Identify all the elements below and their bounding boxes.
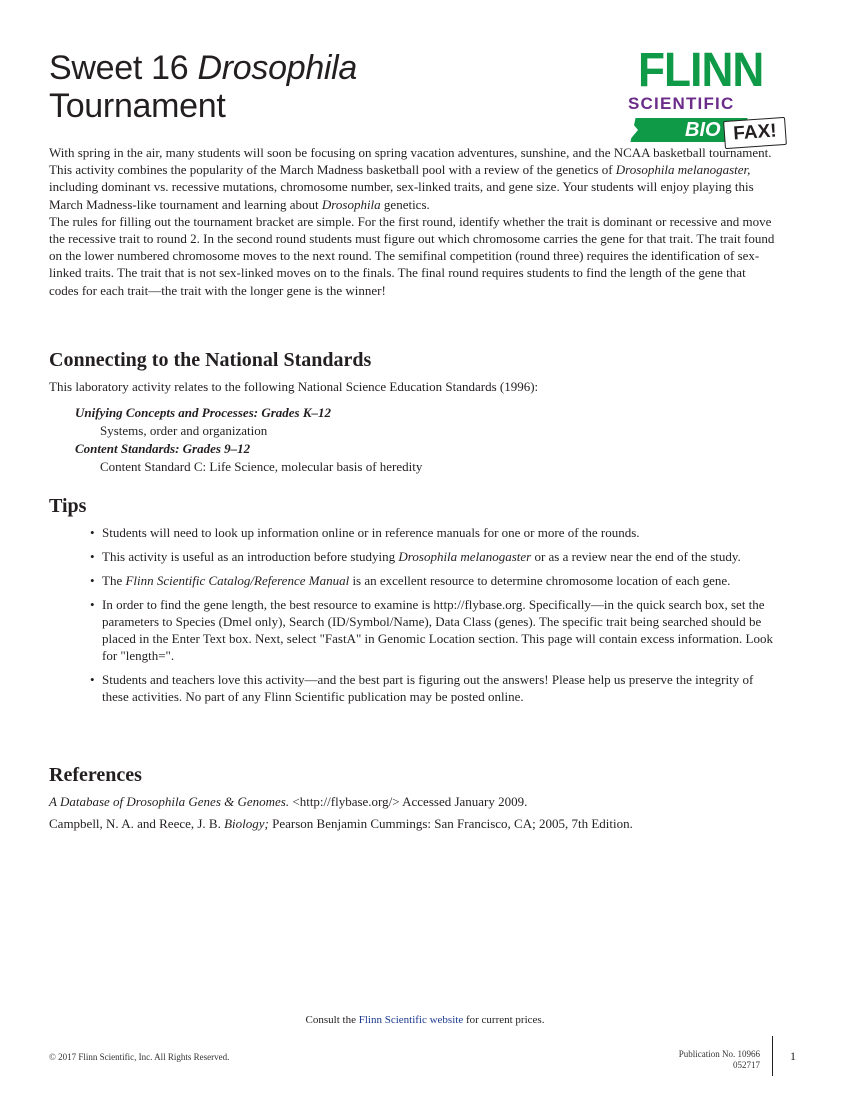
tip-text: The — [102, 573, 126, 588]
tip-text: is an excellent resource to determine chromosome location of each gene. — [349, 573, 731, 588]
references-heading: References — [49, 764, 142, 786]
logo-flinn-text: FLINN — [638, 44, 764, 97]
intro-p1-text-c: genetics. — [380, 196, 430, 212]
tip-italic: Flinn Scientific Catalog/Reference Manual — [125, 573, 350, 588]
logo-bio-text: BIO — [685, 119, 721, 141]
logo-ribbon-notch — [628, 118, 638, 142]
reference-italic: Biology; — [224, 816, 269, 831]
flinn-website-link[interactable]: Flinn Scientific website — [358, 1014, 464, 1026]
title-italic: Drosophila — [197, 49, 358, 87]
intro-paragraph-2: The rules for filling out the tournament bracket are simple. For the first round, identify whether the trait is dominant or recessive and move the recessive trait to round 2. In the second round students must figure out which chromosome carries the gene for that trait. The trait found on the lower numbered chromosome moves to the next round. The semifinal competition (round three) requires the identification of sex-linked traits. The trait that is not sex-linked moves on to the finals. The final round requires students to find the length of the gene that codes for each trait—the trait with the longer gene is the winner! — [49, 213, 775, 298]
logo-fax-badge: FAX! — [723, 117, 787, 149]
footer-divider — [772, 1036, 773, 1076]
standards-heading: Connecting to the National Standards — [49, 349, 372, 371]
page-title — [49, 49, 357, 125]
standard-value: Content Standard C: Life Science, molecular basis of heredity — [100, 459, 423, 474]
standard-label: Unifying Concepts and Processes: Grades K–12 — [75, 405, 332, 420]
intro-paragraph-1 — [49, 144, 777, 213]
standard-value: Systems, order and organization — [100, 423, 268, 438]
intro-p1-italic-2: Drosophila — [321, 196, 381, 212]
page-number: 1 — [790, 1049, 796, 1063]
tip-item — [90, 596, 774, 664]
title-line2: Tournament — [49, 87, 226, 125]
standard-label: Content Standards: Grades 9–12 — [75, 441, 251, 456]
logo-scientific-text: SCIENTIFIC — [628, 94, 735, 113]
tip-text: This activity is useful as an introduction before studying — [102, 549, 399, 564]
pricing-note — [0, 1013, 850, 1027]
reference-item — [49, 793, 527, 811]
tip-text: In order to find the gene length, the best resource to examine is http://flybase.org. Specifically—in the quick search box, set the parameters to Species (Dmel only), Search (ID/Symbol/Name), Data Class (genes). The specific trait being searched should be placed in the Enter Text box. Next, select "FastA" in Genomic Location section. This page will contain excess information. Look for "length=". — [102, 597, 773, 663]
tips-heading: Tips — [49, 495, 87, 517]
reference-text: Pearson Benjamin Cummings: San Francisco, CA; 2005, 7th Edition. — [268, 816, 633, 831]
pricing-note-text: Consult the — [305, 1014, 359, 1026]
pricing-note-text: for current prices. — [463, 1014, 545, 1026]
title-text: Sweet 16 — [49, 49, 198, 87]
tip-item — [90, 671, 774, 705]
tip-item — [90, 572, 774, 589]
intro-p1-text-a: With spring in the air, many students will soon be focusing on spring vacation adventures, sunshine, and the NCAA basketball tournament. This activity combines the popularity of the March Madness basketball pool with a review of the genetics of — [49, 145, 772, 178]
tip-text: or as a review near the end of the study. — [531, 549, 741, 564]
tips-list — [90, 524, 774, 712]
publication-date-code: 052717 — [733, 1060, 760, 1070]
tip-item — [90, 524, 774, 541]
publication-number-line: Publication No. 10966 — [678, 1049, 760, 1059]
reference-item — [49, 815, 633, 833]
standards-list — [75, 404, 422, 476]
publication-number — [679, 1049, 760, 1071]
reference-italic: A Database of Drosophila Genes & Genomes. — [49, 794, 290, 809]
tip-italic: Drosophila melanogaster — [398, 549, 532, 564]
intro-p1-text-b: including dominant vs. recessive mutations, chromosome number, sex-linked traits, and gene size. Your students will enjoy playing this March Madness-like tournament and learning about — [49, 179, 754, 212]
tip-text: Students and teachers love this activity—and the best part is figuring out the answers! Please help us preserve the integrity of these activities. No part of any Flinn Scientific publication may be posted online. — [102, 672, 754, 704]
tip-text: Students will need to look up information online or in reference manuals for one or more of the rounds. — [102, 525, 640, 540]
copyright: © 2017 Flinn Scientific, Inc. All Rights Reserved. — [49, 1052, 230, 1062]
flinn-biofax-logo — [628, 44, 798, 152]
tip-item — [90, 548, 774, 565]
standards-intro: This laboratory activity relates to the following National Science Education Standards (1996): — [49, 379, 539, 394]
intro-p1-italic-1: Drosophila melanogaster, — [615, 162, 751, 178]
reference-text: <http://flybase.org/> Accessed January 2009. — [289, 794, 528, 809]
reference-text: Campbell, N. A. and Reece, J. B. — [49, 816, 225, 831]
intro-section — [49, 144, 777, 299]
